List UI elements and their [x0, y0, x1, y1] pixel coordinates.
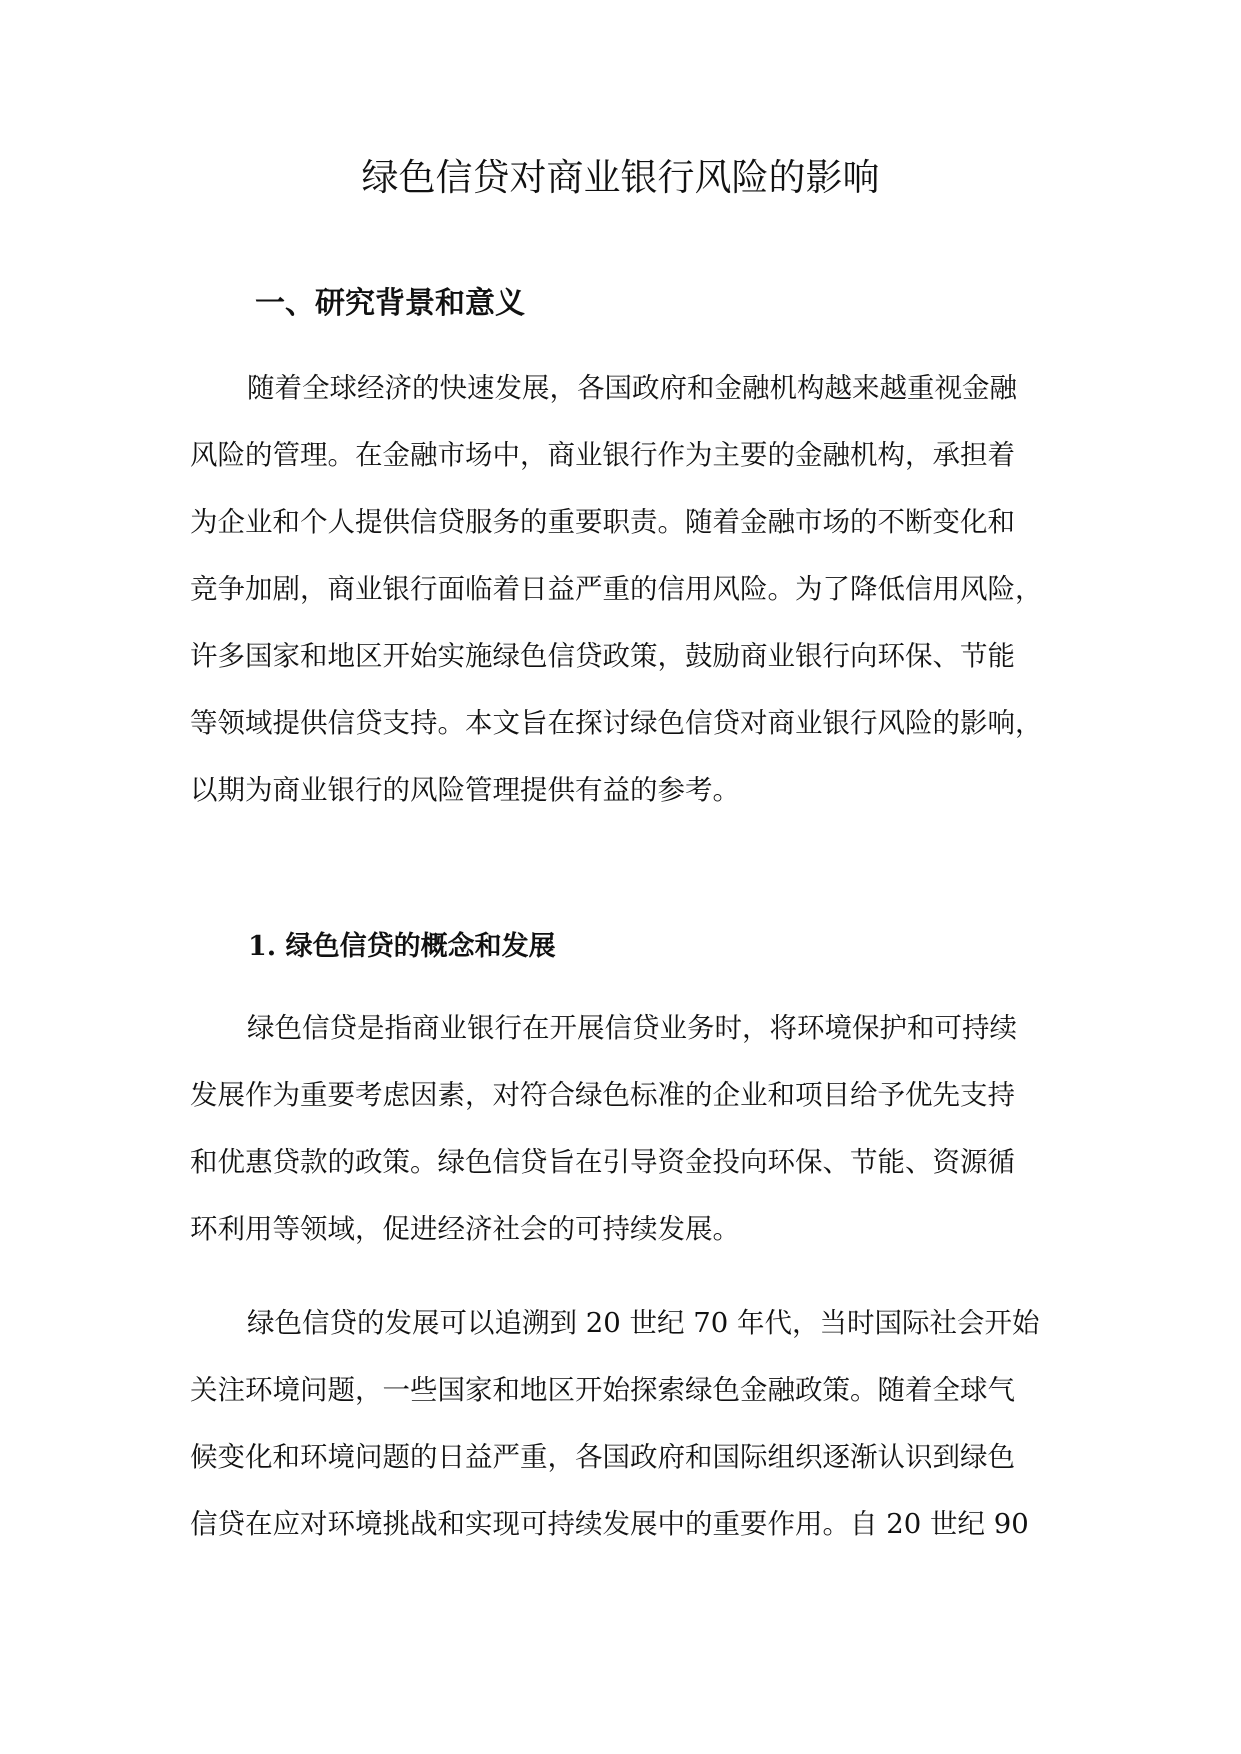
paragraph-research-background	[190, 355, 1050, 824]
paragraph-line: 风险的管理。在金融市场中，商业银行作为主要的金融机构，承担着	[190, 439, 1015, 471]
section-heading: 一、研究背景和意义	[255, 286, 525, 321]
paragraph-green-credit-history	[190, 1290, 1050, 1558]
paragraph-line: 为企业和个人提供信贷服务的重要职责。随着金融市场的不断变化和	[190, 506, 1015, 538]
paragraph-line: 随着全球经济的快速发展，各国政府和金融机构越来越重视金融	[247, 372, 1017, 404]
paragraph-line: 和优惠贷款的政策。绿色信贷旨在引导资金投向环保、节能、资源循	[190, 1146, 1015, 1178]
document-title: 绿色信贷对商业银行风险的影响	[361, 156, 880, 199]
paragraph-line: 等领域提供信贷支持。本文旨在探讨绿色信贷对商业银行风险的影响，	[190, 707, 1043, 739]
subsection-heading: 1. 绿色信贷的概念和发展	[248, 931, 556, 962]
paragraph-line: 关注环境问题，一些国家和地区开始探索绿色金融政策。随着全球气	[190, 1374, 1015, 1406]
paragraph-line: 候变化和环境问题的日益严重，各国政府和国际组织逐渐认识到绿色	[190, 1441, 1015, 1473]
paragraph-line: 环利用等领域，促进经济社会的可持续发展。	[190, 1213, 740, 1245]
paragraph-line: 信贷在应对环境挑战和实现可持续发展中的重要作用。自 20 世纪 90	[190, 1508, 1029, 1540]
paragraph-line: 以期为商业银行的风险管理提供有益的参考。	[190, 774, 740, 806]
paragraph-green-credit-concept	[190, 995, 1050, 1263]
paragraph-line: 发展作为重要考虑因素，对符合绿色标准的企业和项目给予优先支持	[190, 1079, 1015, 1111]
paragraph-line: 绿色信贷是指商业银行在开展信贷业务时，将环境保护和可持续	[247, 1012, 1017, 1044]
paragraph-line: 许多国家和地区开始实施绿色信贷政策，鼓励商业银行向环保、节能	[190, 640, 1015, 672]
paragraph-line: 绿色信贷的发展可以追溯到 20 世纪 70 年代，当时国际社会开始	[247, 1307, 1040, 1339]
paragraph-line: 竞争加剧，商业银行面临着日益严重的信用风险。为了降低信用风险，	[190, 573, 1043, 605]
